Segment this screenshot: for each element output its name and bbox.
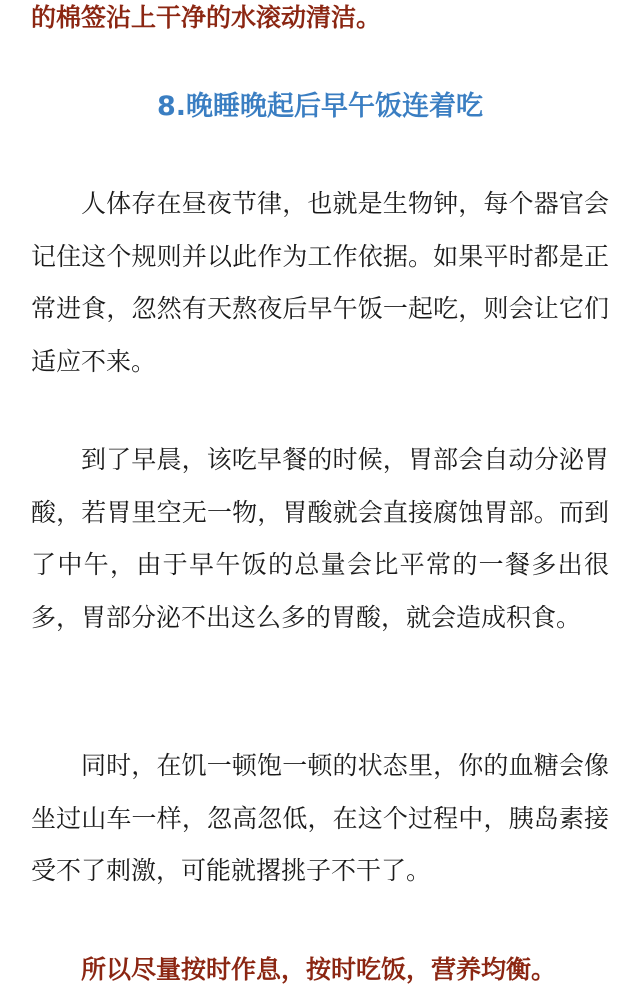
paragraph-circadian-rhythm: 人体存在昼夜节律，也就是生物钟，每个器官会记住这个规则并以此作为工作依据。如果平时都是正常进食，忽然有天熬夜后早午饭一起吃，则会让它们适应不来。 bbox=[31, 189, 609, 376]
conclusion-text: 所以尽量按时作息，按时吃饭，营养均衡。 bbox=[81, 955, 557, 984]
section-heading: 8.晚睡晚起后早午饭连着吃 bbox=[156, 91, 484, 122]
paragraph-stomach-acid: 到了早晨，该吃早餐的时候，胃部会自动分泌胃酸，若胃里空无一物，胃酸就会直接腐蚀胃部。而到了中午，由于早午饭的总量会比平常的一餐多出很多，胃部分泌不出这么多的胃酸，就会造成积食。 bbox=[31, 445, 609, 632]
paragraph-blood-sugar: 同时，在饥一顿饱一顿的状态里，你的血糖会像坐过山车一样，忽高忽低，在这个过程中，胰岛素接受不了刺激，可能就撂挑子不干了。 bbox=[31, 751, 609, 885]
previous-paragraph-ending: 的棉签沾上干净的水滚动清洁。 bbox=[31, 3, 382, 32]
